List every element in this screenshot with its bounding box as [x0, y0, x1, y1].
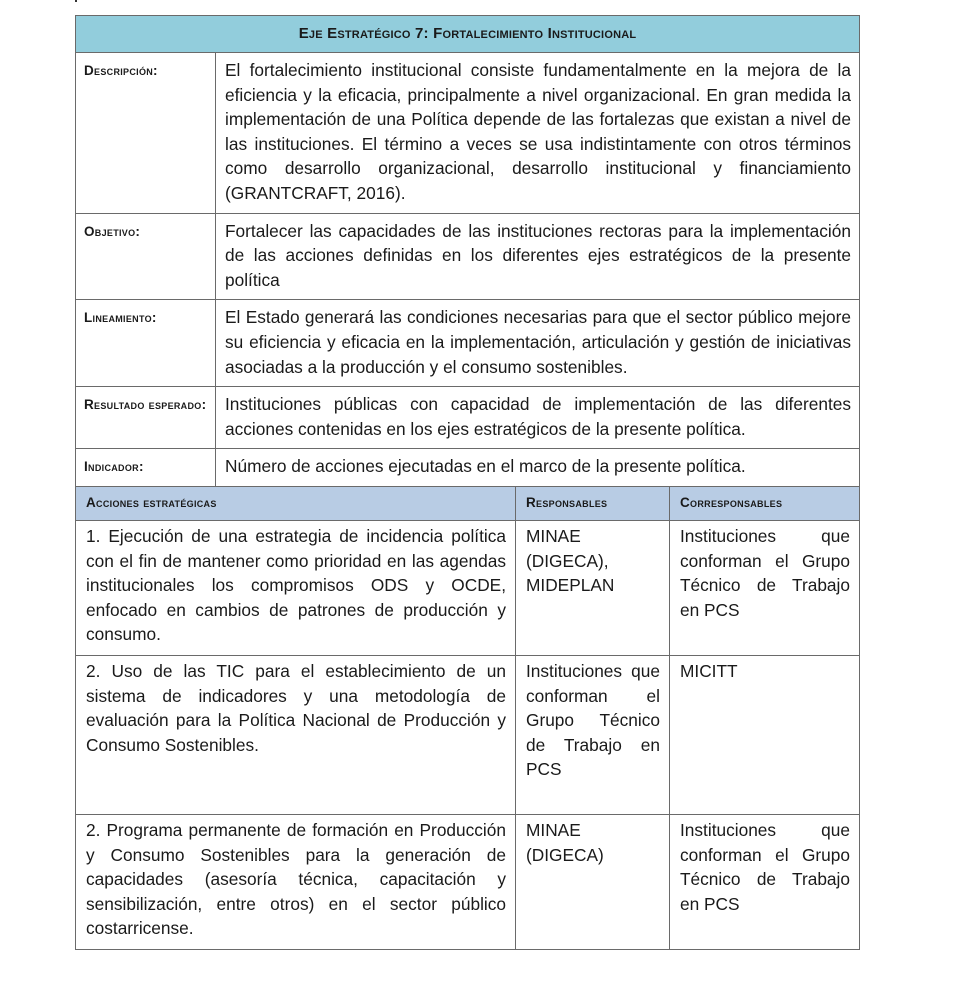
indicator-text: Número de acciones ejecutadas en el marco de la presente política.: [216, 449, 860, 487]
title-row: [76, 16, 860, 53]
expected-result-text: Instituciones públicas con capacidad de implementación de las diferentes acciones contenidas en los ejes estratégicos de la presente política.: [216, 387, 860, 449]
description-text: El fortalecimiento institucional consiste fundamentalmente en la mejora de la eficiencia y la eficacia, principalmente a nivel organizacional. En gran medida la implementación de una Política depende de las fortalezas que existan a nivel de las instituciones. El término a veces se usa indistintamente con otros términos como desarrollo organizacional, desarrollo institucional y financiamiento (GRANTCRAFT, 2016).: [216, 53, 860, 214]
indicator-label: Indicador:: [76, 449, 216, 487]
expected-result-label: Resultado esperado:: [76, 387, 216, 449]
action-co-responsibles: MICITT: [670, 655, 860, 814]
action-co-responsibles: Instituciones que conforman el Grupo Técnico de Trabajo en PCS: [670, 814, 860, 949]
description-row: [76, 53, 860, 214]
action-co-responsibles: Instituciones que conforman el Grupo Técnico de Trabajo en PCS: [670, 520, 860, 655]
table-title: Eje Estratégico 7: Fortalecimiento Institucional: [76, 16, 860, 53]
action-row: [76, 655, 860, 814]
header-actions: Acciones estratégicas: [76, 486, 516, 520]
guideline-text: El Estado generará las condiciones necesarias para que el sector público mejore su eficiencia y eficacia en la implementación, articulación y gestión de iniciativas asociadas a la producción y el consumo sostenibles.: [216, 300, 860, 387]
expected-result-row: [76, 387, 860, 449]
strategic-axis-table-container: [75, 15, 859, 950]
action-responsibles: Instituciones que conforman el Grupo Técnico de Trabajo en PCS: [516, 655, 670, 814]
page-edge-fragment: [75, 0, 83, 2]
strategic-axis-table: [75, 15, 860, 950]
action-responsibles: MINAE (DIGECA), MIDEPLAN: [516, 520, 670, 655]
action-text: 2. Uso de las TIC para el establecimiento de un sistema de indicadores y una metodología de evaluación para la Política Nacional de Producción y Consumo Sostenibles.: [76, 655, 516, 814]
action-row: [76, 814, 860, 949]
action-responsibles: MINAE (DIGECA): [516, 814, 670, 949]
action-text: 1. Ejecución de una estrategia de incidencia política con el fin de mantener como prioridad en las agendas institucionales los compromisos ODS y OCDE, enfocado en cambios de patrones de producción y consumo.: [76, 520, 516, 655]
action-text: 2. Programa permanente de formación en Producción y Consumo Sostenibles para la generación de capacidades (asesoría técnica, capacitación y sensibilización, entre otros) en el sector público costarricense.: [76, 814, 516, 949]
objective-label: Objetivo:: [76, 213, 216, 300]
actions-header-row: [76, 486, 860, 520]
objective-text: Fortalecer las capacidades de las instituciones rectoras para la implementación de las acciones definidas en los diferentes ejes estratégicos de la presente política: [216, 213, 860, 300]
indicator-row: [76, 449, 860, 487]
header-co-responsibles: Corresponsables: [670, 486, 860, 520]
description-label: Descripción:: [76, 53, 216, 214]
objective-row: [76, 213, 860, 300]
action-row: [76, 520, 860, 655]
header-responsibles: Responsables: [516, 486, 670, 520]
guideline-label: Lineamiento:: [76, 300, 216, 387]
guideline-row: [76, 300, 860, 387]
